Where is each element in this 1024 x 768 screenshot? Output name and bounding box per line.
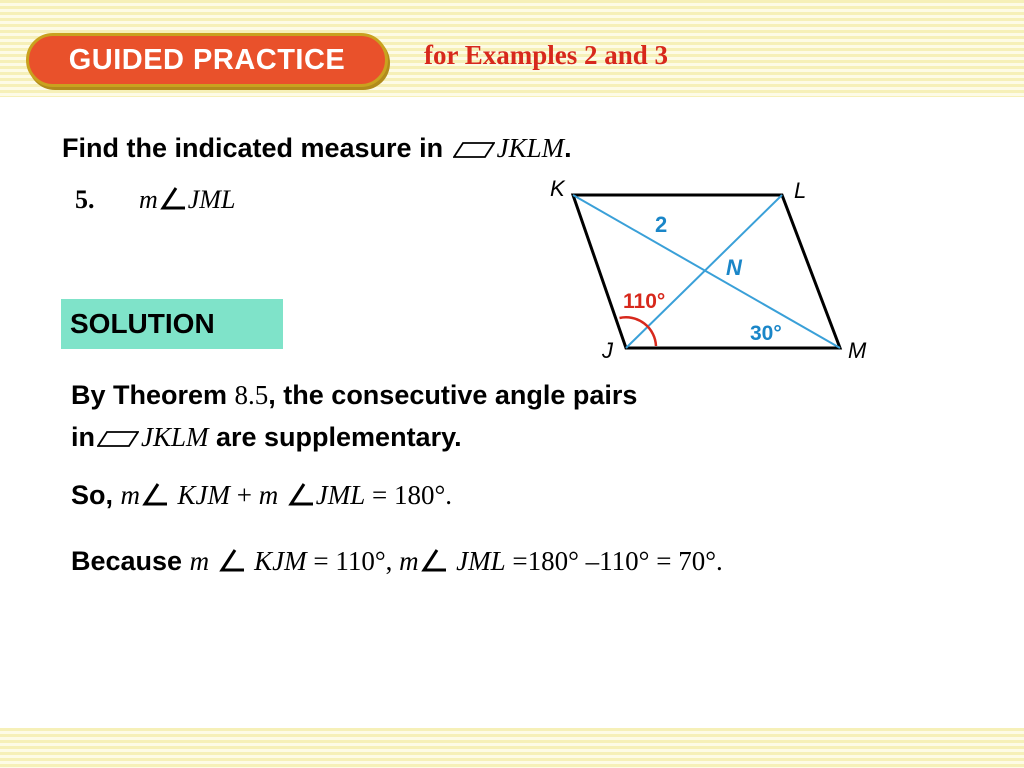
vertex-label-m: M: [848, 338, 867, 363]
vertex-label-j: J: [602, 338, 613, 363]
footer-band: [0, 728, 1024, 768]
problem-angle-name: JML: [187, 185, 236, 214]
so-angle1: KJM: [177, 480, 231, 510]
prompt-line: [62, 133, 572, 164]
theorem-in: in: [71, 422, 95, 452]
problem-m: m: [138, 185, 158, 214]
angle-symbol-icon: [421, 548, 447, 572]
because-word: Because: [71, 546, 183, 576]
because-m1: m: [189, 546, 210, 576]
theorem-text-3: are supplementary.: [208, 422, 462, 452]
solution-label-box: [61, 299, 283, 349]
because-eq1: = 110°,: [306, 546, 400, 576]
theorem-number: 8.5: [234, 380, 269, 410]
so-angle2: JML: [315, 480, 366, 510]
because-equation: [71, 546, 723, 577]
solution-label: SOLUTION: [70, 308, 215, 339]
guided-practice-badge: [26, 33, 388, 87]
angle-label-m: 30°: [750, 322, 782, 345]
prompt-period: .: [564, 133, 572, 163]
so-plus: +: [230, 480, 259, 510]
center-label-n: N: [726, 255, 742, 280]
because-angle1: KJM: [254, 546, 307, 576]
examples-subtitle: for Examples 2 and 3: [424, 40, 669, 70]
badge-label: GUIDED PRACTICE: [68, 43, 346, 76]
prompt-text: Find the indicated measure in: [62, 133, 444, 163]
so-equals: = 180°.: [365, 480, 453, 510]
angle-symbol-icon: [142, 482, 168, 506]
parallelogram-diagram: [540, 168, 885, 368]
theorem-figure-name: JKLM: [141, 422, 209, 452]
diagonal-km: [573, 195, 840, 348]
theorem-line-1: [71, 380, 637, 411]
theorem-text-1: By Theorem: [71, 380, 235, 410]
so-m1: m: [120, 480, 141, 510]
angle-symbol-icon: [160, 186, 186, 210]
angle-symbol-icon: [288, 482, 314, 506]
so-equation: [71, 480, 452, 511]
parallelogram-symbol-icon: [97, 431, 139, 447]
problem-5: [75, 184, 235, 215]
vertex-label-k: K: [550, 176, 565, 201]
angle-symbol-icon: [219, 548, 245, 572]
vertex-label-l: L: [794, 178, 807, 203]
segment-label: 2: [655, 212, 668, 237]
problem-number: 5.: [75, 185, 95, 214]
parallelogram-symbol-icon: [453, 142, 495, 158]
because-eq2: =180° –110° = 70°.: [505, 546, 723, 576]
angle-label-j: 110°: [623, 290, 666, 313]
theorem-line-2: [71, 422, 462, 453]
so-m2: m: [258, 480, 279, 510]
because-angle2: JML: [456, 546, 506, 576]
so-word: So,: [71, 480, 114, 510]
because-m2: m: [399, 546, 419, 576]
theorem-text-2: , the consecutive angle pairs: [268, 380, 638, 410]
prompt-figure-name: JKLM: [496, 133, 565, 163]
